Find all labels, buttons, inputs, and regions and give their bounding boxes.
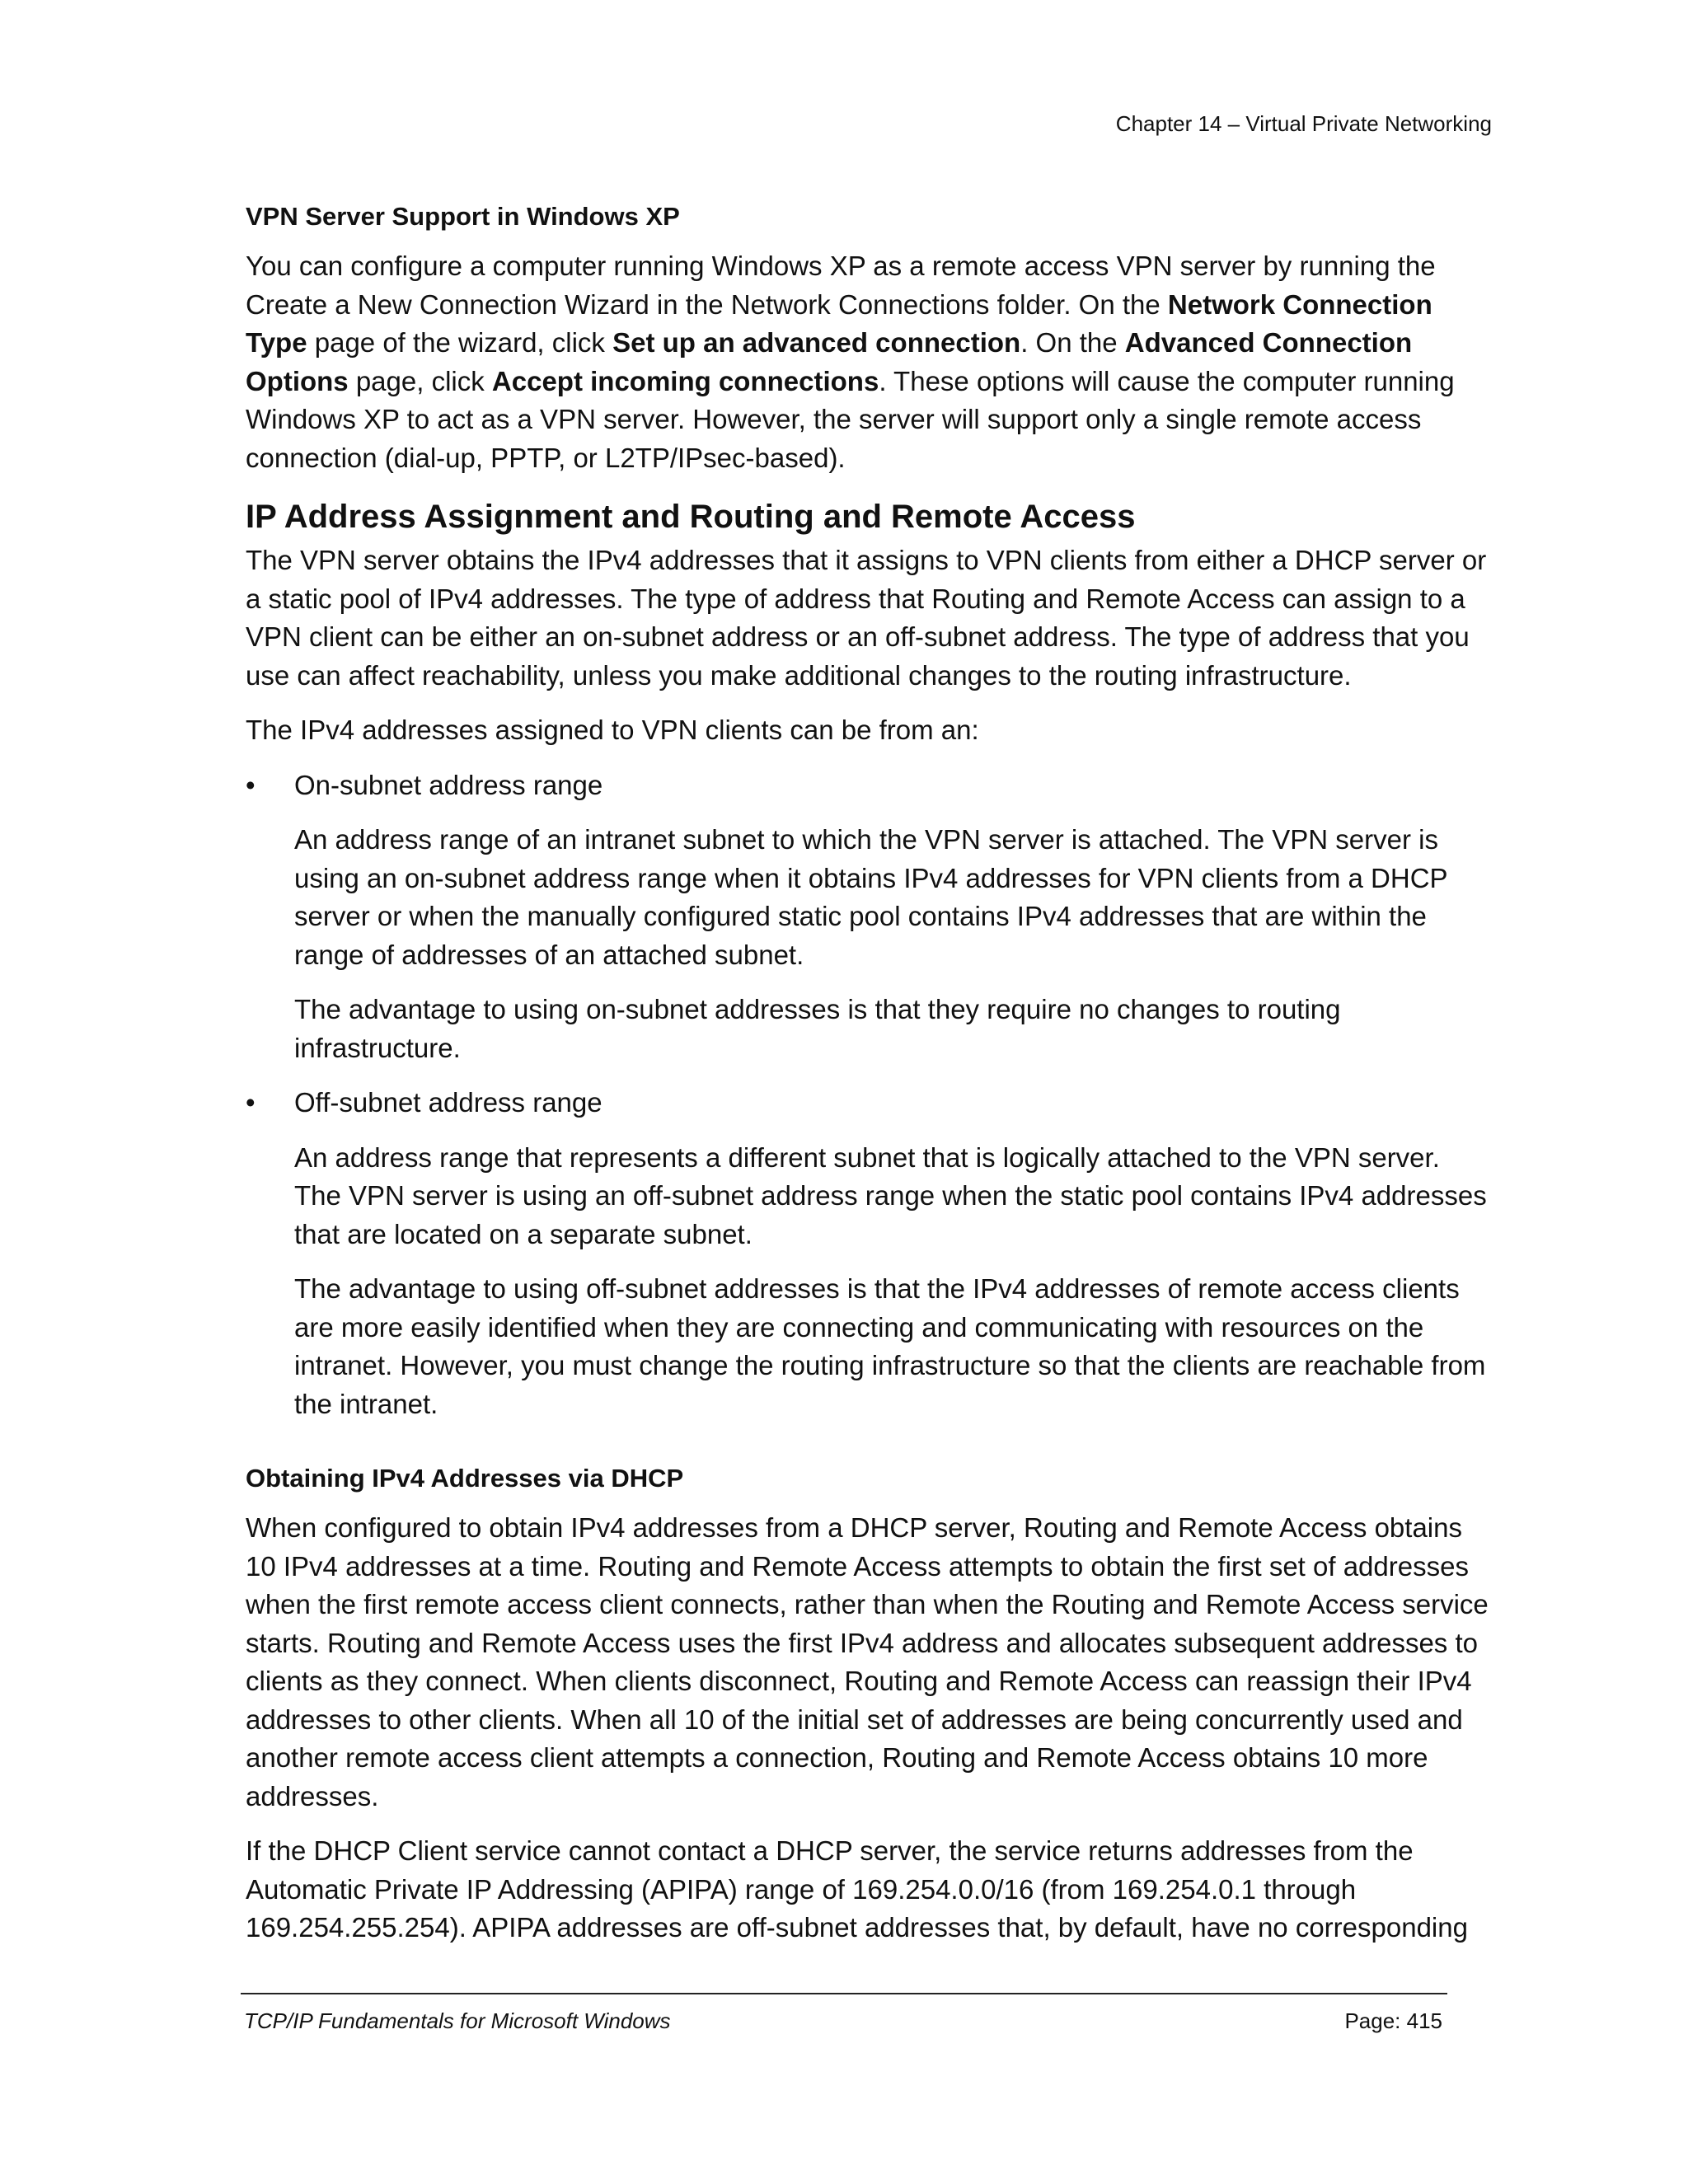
list-item-description: An address range that represents a different subnet that is logically attached to the VPN server. The VPN server is using an off-subnet address range when the static pool contains IPv4 addresses that are located on a separate subnet. bbox=[294, 1141, 1487, 1249]
ui-term-network-connection-type: Network Connection Type bbox=[246, 288, 1432, 358]
paragraph-dhcp-2: If the DHCP Client service cannot contact a DHCP server, the service returns addresses from the Automatic Private IP Addressing (APIPA) range of 169.254.0.0/16 (from 169.254.0.1 through 169.254.255.254). APIPA addresses are off-subnet addresses that, by default, have no corresponding bbox=[246, 1835, 1468, 1943]
section-heading-ip-assignment: IP Address Assignment and Routing and Remote Access bbox=[246, 499, 1136, 535]
bullet-icon: • bbox=[246, 769, 256, 800]
page-body bbox=[246, 198, 1493, 1964]
ui-term-accept-incoming-connections: Accept incoming connections bbox=[491, 365, 879, 396]
list-item-title: Off-subnet address range bbox=[294, 1087, 603, 1118]
bullet-icon: • bbox=[246, 1087, 256, 1118]
paragraph-ip-assignment-intro: The VPN server obtains the IPv4 addresses that it assigns to VPN clients from either a DHCP server or a static pool of IPv4 addresses. The type of address that Routing and Remote Access can assign to a VPN client can be either an on-subnet address or an off-subnet address. The type of address that you use can affect reachability, unless you make additional changes to the routing infrastructure. bbox=[246, 545, 1487, 691]
page-number: Page: 415 bbox=[1344, 2008, 1442, 2033]
list-item-advantage: The advantage to using on-subnet addresses is that they require no changes to routing infrastructure. bbox=[294, 994, 1341, 1063]
section-heading-dhcp: Obtaining IPv4 Addresses via DHCP bbox=[246, 1464, 684, 1493]
list-item bbox=[246, 766, 1493, 805]
footer-book-title: TCP/IP Fundamentals for Microsoft Windows bbox=[244, 2008, 671, 2033]
list-item-title: On-subnet address range bbox=[294, 769, 603, 800]
list-item-description: An address range of an intranet subnet to which the VPN server is attached. The VPN server is using an on-subnet address range when it obtains IPv4 addresses for VPN clients from a DHCP server or when the manually configured static pool contains IPv4 addresses that are within the range of addresses of an attached subnet. bbox=[294, 824, 1447, 970]
paragraph-dhcp-1: When configured to obtain IPv4 addresses from a DHCP server, Routing and Remote Access obtains 10 IPv4 addresses at a time. Routing and Remote Access attempts to obtain the first set of addresses when the first remote access client connects, rather than when the Routing and Remote Access service starts. Routing and Remote Access uses the first IPv4 address and allocates subsequent addresses to clients as they connect. When clients disconnect, Routing and Remote Access can reassign their IPv4 addresses to other clients. When all 10 of the initial set of addresses are being concurrently used and another remote access client attempts a connection, Routing and Remote Access obtains 10 more addresses. bbox=[246, 1512, 1489, 1811]
section-heading-vpn-xp: VPN Server Support in Windows XP bbox=[246, 202, 680, 231]
list-item-advantage: The advantage to using off-subnet addresses is that the IPv4 addresses of remote access clients are more easily identified when they are connecting and communicating with resources on the intranet. However, you must change the routing infrastructure so that the clients are reachable from the intranet. bbox=[294, 1273, 1486, 1419]
running-header: Chapter 14 – Virtual Private Networking bbox=[1115, 111, 1492, 136]
paragraph-vpn-xp: You can configure a computer running Windows XP as a remote access VPN server by running the Create a New Connection Wizard in the Network Connections folder. On the Network Connection Type page of the wizard, click Set up an advanced connection. On the Advanced Connection Options page, click Accept incoming connections. These options will cause the computer running Windows XP to act as a VPN server. However, the server will support only a single remote access connection (dial-up, PPTP, or L2TP/IPsec-based). bbox=[246, 251, 1455, 473]
ui-term-setup-advanced-connection: Set up an advanced connection bbox=[612, 327, 1021, 358]
footer-divider bbox=[241, 1993, 1447, 1994]
ui-term-advanced-connection-options: Advanced Connection Options bbox=[246, 327, 1413, 396]
list-item bbox=[246, 1084, 1493, 1122]
paragraph-ip-assignment-list-intro: The IPv4 addresses assigned to VPN clients can be from an: bbox=[246, 715, 979, 745]
